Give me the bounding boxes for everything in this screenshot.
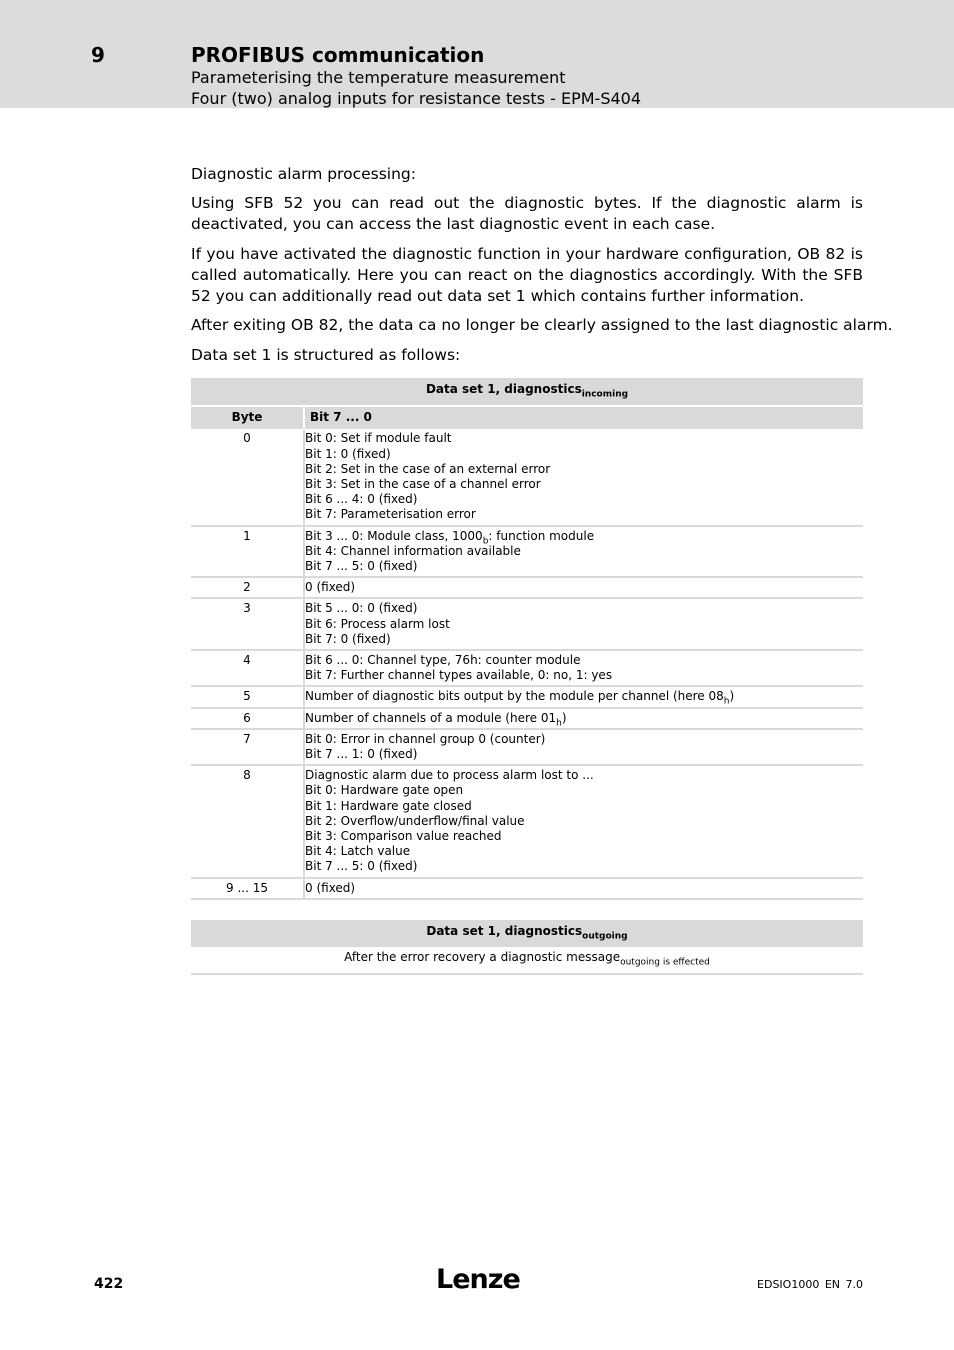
chapter-title: PROFIBUS communication [191,43,485,67]
chapter-number: 9 [91,43,105,67]
byte-cell: 2 [191,577,304,598]
byte-cell: 8 [191,765,304,877]
bit-line: Bit 3: Comparison value reached [305,829,502,844]
bit-line: 0 (fixed) [305,580,356,595]
lenze-logo: Lenze [436,1264,520,1295]
page-number: 422 [94,1276,124,1292]
table-row [191,577,863,598]
bit-line: Bit 7: Further channel types available, 0: no, 1: yes [305,668,613,683]
bit-line: Bit 4: Channel information available [305,543,521,558]
bits-cell [304,686,863,707]
table-row [191,598,863,650]
bit-line: Bit 3: Set in the case of a channel error [305,477,541,491]
bit-line: Bit 7 ... 1: 0 (fixed) [305,747,418,762]
paragraph-structure-intro: Data set 1 is structured as follows: [191,346,461,364]
bit-line: Bit 7: 0 (fixed) [305,631,391,646]
table-row [191,708,863,729]
bits-cell [304,729,863,765]
paragraph-sfb52: Using SFB 52 you can read out the diagnostic bytes. If the diagnostic alarm is deactivated, you can access the last diagnostic event in each case. [191,194,863,233]
bit-line: Bit 6 ... 0: Channel type, 76h: counter module [305,653,581,668]
bits-cell [304,429,863,525]
table-row [191,765,863,877]
table-row [191,878,863,899]
byte-cell: 7 [191,729,304,765]
outgoing-cell: After the error recovery a diagnostic message$_{outgoing is effected}$ [191,947,863,973]
bits-cell [304,878,863,899]
table-row [191,429,863,525]
document-id: EDSIO1000 EN 7.0 [757,1278,863,1291]
bit-line: Bit 5 ... 0: 0 (fixed) [305,601,418,616]
column-header-byte: Byte [191,407,304,429]
bits-cell [304,765,863,877]
bit-line: Bit 3 ... 0: Module class, $1000_b$: function module [305,528,595,546]
table-caption: Data set 1, diagnostics$_{outgoing}$ [191,920,863,947]
byte-cell: 6 [191,708,304,729]
table-row [191,686,863,707]
table-diagnostics-incoming [191,378,863,900]
bit-line: Number of diagnostic bits output by the module per channel (here $08_h$) [305,689,735,707]
table-caption: Data set 1, diagnostics$_{incoming}$ [191,378,863,405]
bit-line: Bit 7 ... 5: 0 (fixed) [305,859,418,874]
table-row [191,947,863,973]
bit-line: Diagnostic alarm due to process alarm lost to ... [305,768,594,783]
paragraph-ob82: If you have activated the diagnostic function in your hardware configuration, OB 82 is called automatically. Here you can react on the diagnostics accordingly. With the SFB 52 you can additionally read out data set 1 which contains further information. [191,245,863,305]
byte-cell: 1 [191,526,304,578]
bit-line: Bit 7 ... 5: 0 (fixed) [305,559,418,574]
bit-line: Bit 1: 0 (fixed) [305,446,391,461]
bits-cell [304,598,863,650]
bits-cell [304,577,863,598]
bit-line: Bit 0: Error in channel group 0 (counter) [305,731,546,746]
paragraph-exiting-ob82: After exiting OB 82, the data ca no longer be clearly assigned to the last diagnostic alarm. [191,316,893,334]
bit-line: Bit 6 ... 4: 0 (fixed) [305,492,418,507]
table-row [191,729,863,765]
bit-line: 0 (fixed) [305,880,356,895]
byte-cell: 5 [191,686,304,707]
paragraph-diagnostic-heading: Diagnostic alarm processing: [191,165,416,183]
bit-line: Bit 2: Overflow/underflow/final value [305,813,525,828]
bit-line: Bit 0: Set if module fault [305,431,452,446]
bit-line: Bit 6: Process alarm lost [305,616,450,631]
byte-cell: 9 ... 15 [191,878,304,899]
bit-line: Bit 2: Set in the case of an external error [305,461,551,476]
bit-line: Bit 4: Latch value [305,844,411,859]
bit-line: Bit 7: Parameterisation error [305,507,476,522]
subsection-subtitle: Four (two) analog inputs for resistance tests - EPM-S404 [191,89,642,108]
byte-cell: 0 [191,429,304,525]
table-diagnostics-outgoing [191,920,863,975]
section-subtitle: Parameterising the temperature measurement [191,68,566,87]
bits-cell [304,708,863,729]
column-header-bits: Bit 7 ... 0 [304,407,863,429]
bits-cell [304,526,863,578]
bit-line: Bit 1: Hardware gate closed [305,798,472,813]
byte-cell: 3 [191,598,304,650]
bit-line: Number of channels of a module (here $01_h$) [305,710,567,729]
bits-cell [304,650,863,686]
table-row [191,526,863,578]
table-row [191,650,863,686]
bit-line: Bit 0: Hardware gate open [305,783,464,798]
byte-cell: 4 [191,650,304,686]
